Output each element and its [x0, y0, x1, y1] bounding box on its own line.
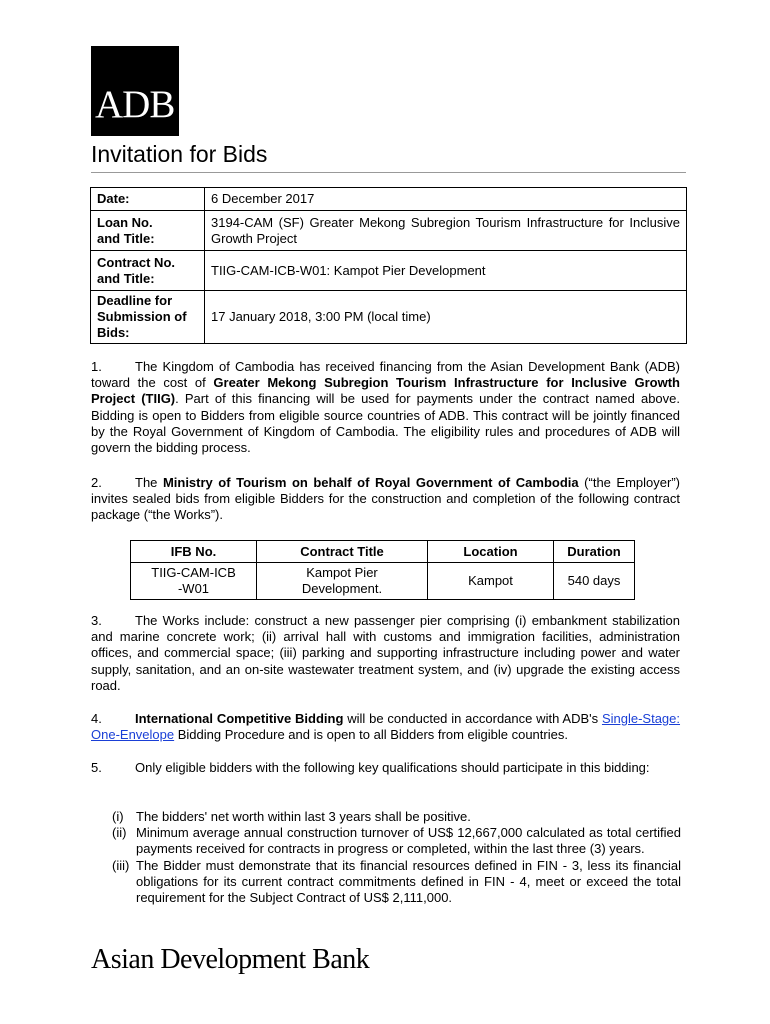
list-item — [112, 825, 681, 857]
list-item-text: The bidders' net worth within last 3 years shall be positive. — [136, 809, 471, 824]
info-value: 3194-CAM (SF) Greater Mekong Subregion Tourism Infrastructure for Inclusive Growth Project — [205, 211, 687, 251]
table-row — [91, 188, 687, 211]
paragraph-3 — [91, 613, 680, 694]
table-row — [91, 291, 687, 344]
table-cell: Kampot — [428, 563, 554, 600]
list-marker: (i) — [112, 809, 124, 824]
column-header: IFB No. — [131, 541, 257, 563]
table-cell: 540 days — [554, 563, 635, 600]
table-header-row — [131, 541, 635, 563]
paragraph-1 — [91, 359, 680, 456]
paragraph-text: The Works include: construct a new passenger pier comprising (i) embankment stabilization and marine concrete work; (ii) arrival hall with customs and immigration facilities, administration offices, and commercial space; (iii) parking and supporting infrastructure including power and water supply, sanitation, and an on-site wastewater treatment system, and (iv) upgrade the existing access road. — [91, 613, 680, 693]
bid-info-table — [90, 187, 687, 344]
project-name: Greater Mekong Subregion Tourism Infrastructure for Inclusive Growth Project (TIIG) — [91, 375, 680, 407]
paragraph-text: Only eligible bidders with the following key qualifications should participate in this bidding: — [135, 760, 650, 775]
paragraph-text: . Part of this financing will be used for payments under the contract named above. Bidding is open to Bidders from eligible source countries of ADB. This contract will be jointly financed by the Royal Government of Kingdom of Cambodia. The eligibility rules and procedures of ADB will govern the bidding process. — [91, 391, 680, 456]
paragraph-text: The Kingdom of Cambodia has received financing from the Asian Development Bank (ADB) toward the cost of — [91, 359, 680, 391]
info-label: Contract No. and Title: — [91, 251, 205, 291]
list-item — [112, 858, 681, 907]
info-value: 17 January 2018, 3:00 PM (local time) — [205, 291, 687, 344]
table-cell — [131, 563, 257, 600]
list-marker: (ii) — [112, 825, 127, 841]
paragraph-number: 3. — [91, 613, 102, 628]
title-divider — [91, 172, 686, 173]
list-item-text: Minimum average annual construction turnover of US$ 12,667,000 calculated as total certified payments received for contracts in progress or completed, within the last three (3) years. — [136, 825, 681, 857]
table-row — [91, 251, 687, 291]
info-value: 6 December 2017 — [205, 188, 687, 211]
bidding-type: International Competitive Bidding — [135, 711, 344, 726]
table-row — [131, 563, 635, 600]
adb-logo — [91, 46, 179, 136]
paragraph-text: will be conducted in accordance with ADB's — [343, 711, 602, 726]
table-cell — [257, 563, 428, 600]
paragraph-text: Bidding Procedure and is open to all Bidders from eligible countries. — [174, 727, 568, 743]
column-header: Duration — [554, 541, 635, 563]
column-header: Location — [428, 541, 554, 563]
paragraph-2 — [91, 475, 680, 524]
footer-brand: Asian Development Bank — [91, 944, 370, 975]
info-value: TIIG-CAM-ICB-W01: Kampot Pier Development — [205, 251, 687, 291]
paragraph-text: (“the Employer”) invites sealed bids from eligible Bidders for the construction and completion of the following contract package (“the Works”). — [91, 475, 680, 523]
ifb-number: TIIG-CAM-ICB-W01 — [151, 565, 236, 596]
contract-package-table — [130, 540, 635, 600]
paragraph-number: 4. — [91, 711, 102, 726]
list-item — [112, 809, 681, 825]
paragraph-5 — [91, 760, 680, 776]
paragraph-text: The — [135, 475, 163, 490]
list-marker: (iii) — [112, 857, 130, 873]
info-label: Deadline for Submission of Bids: — [91, 291, 205, 344]
logo-text: ADB — [95, 83, 175, 126]
employer-name: Ministry of Tourism on behalf of Royal Government of Cambodia — [162, 475, 579, 490]
column-header: Contract Title — [257, 541, 428, 563]
qualifications-list — [112, 809, 681, 906]
table-row — [91, 211, 687, 251]
paragraph-number: 1. — [91, 359, 102, 374]
info-label: Loan No. and Title: — [91, 211, 205, 251]
paragraph-number: 5. — [91, 760, 102, 775]
paragraph-4 — [91, 711, 680, 743]
procedure-link[interactable]: Single-Stage: One-Envelope — [91, 711, 681, 743]
contract-title: Kampot Pier Development. — [301, 565, 383, 596]
info-label: Date: — [91, 188, 205, 211]
list-item-text: The Bidder must demonstrate that its financial resources defined in FIN - 3, less its financial obligations for its current contract commitments defined in FIN - 4, meet or exceed the total requirement for the Subject Contract of US$ 2,111,000. — [136, 857, 681, 906]
page-title: Invitation for Bids — [91, 141, 268, 167]
paragraph-number: 2. — [91, 475, 102, 490]
